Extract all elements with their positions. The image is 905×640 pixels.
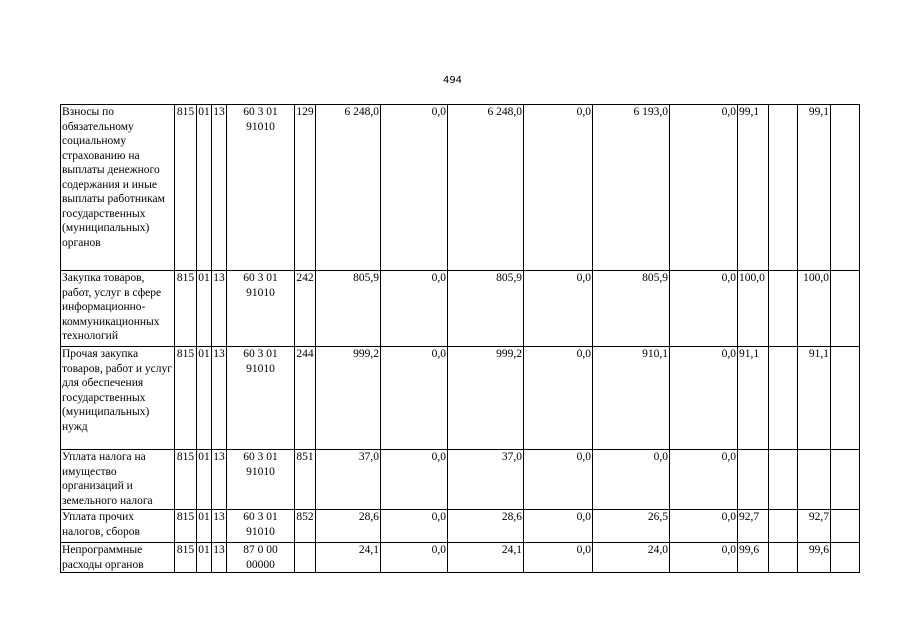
subsection-code: 13 [212,105,227,271]
section-code: 01 [197,450,212,510]
percent-extra [769,271,798,347]
target-article-code: 60 3 01 91010 [227,450,295,510]
percent-execution: 99,6 [738,543,769,573]
target-article-code: 60 3 01 91010 [227,271,295,347]
grbs-code: 815 [175,105,197,271]
value-approved: 805,9 [316,271,381,347]
row-name: Непрограммные расходы органов [61,543,175,573]
grbs-code: 815 [175,510,197,543]
grbs-code: 815 [175,543,197,573]
value-executed-transfers: 0,0 [670,105,738,271]
value-executed: 24,0 [593,543,670,573]
expense-type-code: 852 [295,510,316,543]
expense-type-code [295,543,316,573]
value-approved: 24,1 [316,543,381,573]
value-executed: 0,0 [593,450,670,510]
percent-execution [738,450,769,510]
section-code: 01 [197,347,212,450]
target-article-code: 60 3 01 91010 [227,347,295,450]
percent-execution: 100,0 [738,271,769,347]
percent-total: 99,6 [798,543,831,573]
value-executed-transfers: 0,0 [670,543,738,573]
value-changes: 0,0 [381,105,448,271]
value-changes: 0,0 [381,347,448,450]
value-approved: 999,2 [316,347,381,450]
percent-empty [831,271,860,347]
row-name: Закупка товаров, работ, услуг в сфере информационно-коммуникационных технологий [61,271,175,347]
value-changes: 0,0 [381,450,448,510]
percent-total: 100,0 [798,271,831,347]
grbs-code: 815 [175,271,197,347]
value-changes: 0,0 [381,271,448,347]
percent-extra [769,450,798,510]
value-executed-transfers: 0,0 [670,450,738,510]
value-refined: 999,2 [448,347,524,450]
value-refined: 37,0 [448,450,524,510]
section-code: 01 [197,510,212,543]
table-row [61,450,860,510]
value-refined: 6 248,0 [448,105,524,271]
percent-empty [831,543,860,573]
target-article-code: 60 3 01 91010 [227,510,295,543]
row-name: Взносы по обязательному социальному страхованию на выплаты денежного содержания и иные выплаты работникам государственных (муниципальных) органов [61,105,175,271]
row-name: Прочая закупка товаров, работ и услуг для обеспечения государственных (муниципальных) нужд [61,347,175,450]
subsection-code: 13 [212,543,227,573]
row-name: Уплата налога на имущество организаций и земельного налога [61,450,175,510]
percent-extra [769,510,798,543]
value-executed: 26,5 [593,510,670,543]
percent-extra [769,347,798,450]
section-code: 01 [197,543,212,573]
percent-total [798,450,831,510]
table-row [61,543,860,573]
value-executed: 805,9 [593,271,670,347]
percent-total: 91,1 [798,347,831,450]
value-approved: 6 248,0 [316,105,381,271]
subsection-code: 13 [212,347,227,450]
value-changes: 0,0 [381,510,448,543]
percent-empty [831,347,860,450]
percent-total: 99,1 [798,105,831,271]
percent-empty [831,105,860,271]
percent-empty [831,510,860,543]
percent-execution: 92,7 [738,510,769,543]
value-transfers: 0,0 [524,450,593,510]
value-executed: 910,1 [593,347,670,450]
value-refined: 805,9 [448,271,524,347]
row-name: Уплата прочих налогов, сборов [61,510,175,543]
section-code: 01 [197,271,212,347]
value-refined: 24,1 [448,543,524,573]
value-transfers: 0,0 [524,347,593,450]
expense-type-code: 129 [295,105,316,271]
table-row [61,347,860,450]
expense-type-code: 851 [295,450,316,510]
subsection-code: 13 [212,450,227,510]
subsection-code: 13 [212,271,227,347]
table-row [61,271,860,347]
table-row [61,105,860,271]
value-transfers: 0,0 [524,271,593,347]
grbs-code: 815 [175,347,197,450]
value-transfers: 0,0 [524,105,593,271]
target-article-code: 87 0 00 00000 [227,543,295,573]
subsection-code: 13 [212,510,227,543]
grbs-code: 815 [175,450,197,510]
value-transfers: 0,0 [524,543,593,573]
percent-empty [831,450,860,510]
page-number: 494 [442,75,463,86]
percent-execution: 99,1 [738,105,769,271]
table-row [61,510,860,543]
value-changes: 0,0 [381,543,448,573]
value-transfers: 0,0 [524,510,593,543]
value-refined: 28,6 [448,510,524,543]
percent-extra [769,105,798,271]
value-executed-transfers: 0,0 [670,271,738,347]
section-code: 01 [197,105,212,271]
expense-type-code: 244 [295,347,316,450]
value-executed-transfers: 0,0 [670,510,738,543]
percent-extra [769,543,798,573]
expense-type-code: 242 [295,271,316,347]
value-executed-transfers: 0,0 [670,347,738,450]
target-article-code: 60 3 01 91010 [227,105,295,271]
value-approved: 37,0 [316,450,381,510]
value-approved: 28,6 [316,510,381,543]
budget-table [60,104,860,573]
percent-execution: 91,1 [738,347,769,450]
value-executed: 6 193,0 [593,105,670,271]
percent-total: 92,7 [798,510,831,543]
